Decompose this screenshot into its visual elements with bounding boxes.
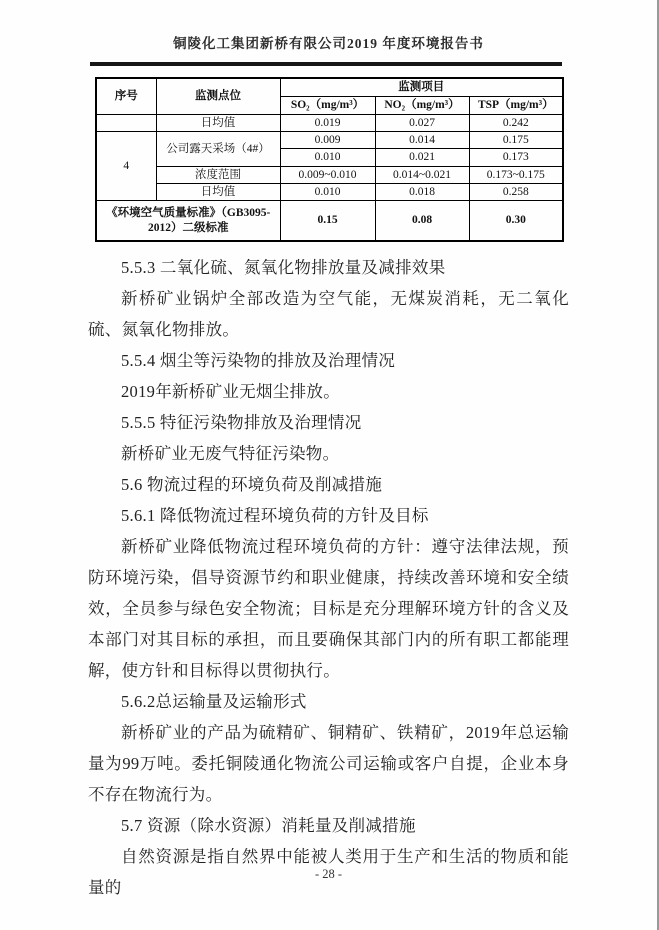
col-header-items: 监测项目 (280, 78, 563, 96)
cell-no2: 0.014 (375, 131, 469, 148)
paragraph: 新桥矿业锅炉全部改造为空气能，无煤炭消耗，无二氧化硫、氮氧化物排放。 (88, 288, 569, 339)
paragraph: 2019年新桥矿业无烟尘排放。 (121, 381, 340, 401)
col-header-seq: 序号 (96, 78, 156, 114)
col-header-tsp: TSP（mg/m³） (469, 96, 563, 114)
cell-row-label: 日均值 (156, 114, 280, 131)
paragraph: 新桥矿业降低物流过程环境负荷的方针：遵守法律法规，预防环境污染，倡导资源节约和职业健康，持续改善环境和安全绩效，全员参与绿色安全物流；目标是充分理解环境方针的含义及本部门对其目标的承担，而且要确保其部门内的所有职工都能理解，使方针和目标得以贯彻执行。 (88, 536, 569, 680)
section-heading-555: 5.5.5 特征污染物排放及治理情况 (121, 412, 362, 432)
cell-no2: 0.018 (375, 184, 469, 201)
cell-no2: 0.014~0.021 (375, 166, 469, 183)
table-header-row-1 (96, 78, 563, 96)
col-header-no2: NO₂（mg/m³） (375, 96, 469, 114)
document-header-title: 铜陵化工集团新桥有限公司2019 年度环境报告书 (173, 36, 484, 51)
cell-tsp: 0.242 (469, 114, 563, 131)
col-header-point: 监测点位 (156, 78, 280, 114)
document-body (88, 252, 569, 903)
cell-so2-limit: 0.15 (280, 201, 375, 241)
table-row-daily-1 (96, 114, 563, 131)
cell-no2: 0.021 (375, 149, 469, 166)
col-header-so2: SO₂（mg/m³） (280, 96, 375, 114)
cell-row-label: 日均值 (156, 184, 280, 201)
cell-tsp-limit: 0.30 (469, 201, 563, 241)
cell-no2: 0.027 (375, 114, 469, 131)
table-row-site-1 (96, 131, 563, 148)
cell-tsp: 0.175 (469, 131, 563, 148)
cell-site-label: 公司露天采场（4#） (156, 131, 280, 166)
cell-so2: 0.010 (280, 149, 375, 166)
air-quality-monitoring-table (95, 77, 564, 242)
section-heading-57: 5.7 资源（除水资源）消耗量及削减措施 (121, 815, 416, 835)
cell-seq-4: 4 (96, 131, 156, 201)
section-heading-56: 5.6 物流过程的环境负荷及削减措施 (121, 474, 383, 494)
cell-so2: 0.009~0.010 (280, 166, 375, 183)
cell-tsp: 0.173 (469, 149, 563, 166)
section-heading-561: 5.6.1 降低物流过程环境负荷的方针及目标 (121, 505, 429, 525)
section-heading-553: 5.5.3 二氧化硫、氮氧化物排放量及减排效果 (121, 257, 446, 277)
section-heading-554: 5.5.4 烟尘等污染物的排放及治理情况 (121, 350, 396, 370)
cell-so2: 0.009 (280, 131, 375, 148)
section-heading-562: 5.6.2总运输量及运输形式 (121, 691, 307, 711)
table-row-range (96, 166, 563, 183)
cell-so2: 0.010 (280, 184, 375, 201)
cell-row-label: 浓度范围 (156, 166, 280, 183)
cell-so2: 0.019 (280, 114, 375, 131)
paragraph: 自然资源是指自然界中能被人类用于生产和生活的物质和能量的 (88, 846, 569, 897)
table-row-daily-2 (96, 184, 563, 201)
cell-no2-limit: 0.08 (375, 201, 469, 241)
cell-standard-label: 《环境空气质量标准》（GB3095-2012）二级标准 (96, 201, 280, 241)
cell-seq-empty (96, 114, 156, 131)
table-row-standard (96, 201, 563, 241)
paragraph: 新桥矿业无废气特征污染物。 (121, 443, 340, 463)
paragraph: 新桥矿业的产品为硫精矿、铜精矿、铁精矿，2019年总运输量为99万吨。委托铜陵通化物流公司运输或客户自提，企业本身不存在物流行为。 (88, 722, 569, 804)
page-number: - 28 - (314, 867, 343, 881)
cell-tsp: 0.173~0.175 (469, 166, 563, 183)
cell-tsp: 0.258 (469, 184, 563, 201)
header-divider-rule (90, 62, 562, 66)
